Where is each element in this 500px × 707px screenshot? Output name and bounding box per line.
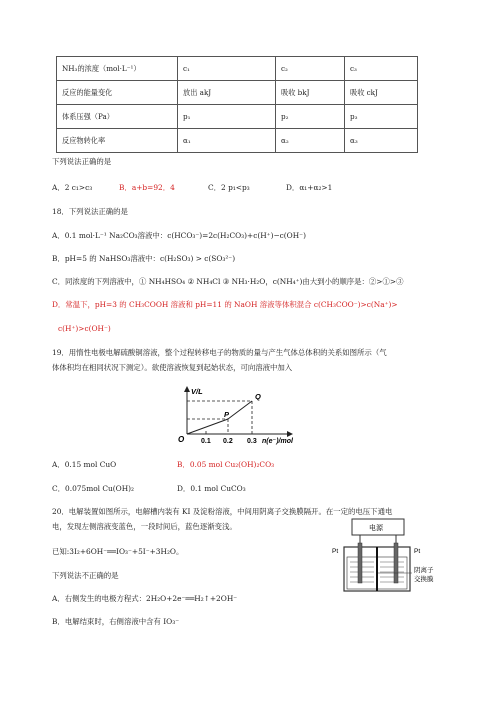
point-q-label: Q (255, 392, 261, 401)
table-cell: 放出 akJ (178, 81, 276, 105)
q19-stem: 19．用惰性电极电解硫酸铜溶液，整个过程转移电子的物质的量与产生气体总体积的关系如图所示（气 (52, 348, 387, 357)
q19-option-b: B．0.05 mol Cu₂(OH)₂CO₃ (177, 460, 275, 469)
segment-pq (228, 401, 252, 419)
q19-options-row1 (52, 460, 352, 472)
q20-option-a: A．右侧发生的电极方程式：2H₂O+2e⁻══H₂↑+2OH⁻ (52, 594, 238, 603)
electrode-right-label: Pt (414, 548, 421, 555)
data-table (56, 56, 418, 153)
q19-stem-cont: 体体积均在相同状况下测定）。欲使溶液恢复到起始状态，可向溶液中加入 (52, 363, 293, 372)
membrane-label-2: 交换膜 (414, 576, 434, 583)
q18-option-c: C．同浓度的下列溶液中，① NH₄HSO₄ ② NH₄Cl ③ NH₃·H₂O，c(NH₄⁺)由大到小的顺序是：②>①>③ (52, 277, 404, 286)
point-p-label: P (224, 410, 230, 419)
table-cell: p₂ (276, 105, 345, 129)
table-row (57, 81, 418, 105)
tick-label: 0.2 (223, 438, 233, 445)
table-cell: p₁ (178, 105, 276, 129)
y-axis-label: V/L (191, 387, 203, 396)
table-row (57, 57, 418, 81)
table-cell: 反应物转化率 (57, 129, 178, 153)
q20-stem-cont: 电，发现左侧溶液变蓝色，一段时间后，蓝色逐渐变浅。 (52, 522, 237, 531)
electrode-left (358, 543, 362, 583)
table-cell: p₃ (345, 105, 418, 129)
q18-option-d: D．常温下，pH=3 的 CH₃COOH 溶液和 pH=11 的 NaOH 溶液等体积混合 c(CH₃COO⁻)>c(Na⁺)> (52, 300, 398, 309)
q20-stem: 20．电解装置如图所示，电解槽内装有 KI 及淀粉溶液，中间用阴离子交换膜隔开。在一定的电压下通电 (52, 507, 393, 516)
table-row (57, 105, 418, 129)
q17-stem: 下列说法正确的是 (52, 157, 112, 166)
table-row (57, 129, 418, 153)
segment-op (187, 419, 228, 434)
table-cell: 体系压强（Pa） (57, 105, 178, 129)
table-cell: c₁ (178, 57, 276, 81)
tick-label: 0.3 (247, 438, 257, 445)
table-cell: c₂ (276, 57, 345, 81)
q20-question: 下列说法不正确的是 (52, 571, 119, 580)
q17-option-b: B．a+b=92．4 (119, 183, 175, 192)
power-label: 电源 (369, 525, 383, 532)
wire (360, 535, 396, 545)
q17-options (52, 183, 472, 195)
table-cell: 吸收 bkJ (276, 81, 345, 105)
q19-option-a: A．0.15 mol CuO (52, 460, 117, 469)
origin-label: O (178, 435, 185, 444)
tick-label: 0.1 (201, 438, 211, 445)
table-cell: 吸收 ckJ (345, 81, 418, 105)
table-cell: NH₃的浓度（mol·L⁻¹） (57, 57, 178, 81)
membrane-label-1: 阴离子 (414, 567, 434, 574)
table-cell: c₃ (345, 57, 418, 81)
x-axis-label: n(e⁻)/mol (262, 438, 293, 445)
electrolysis-diagram (330, 517, 450, 601)
table-cell: α₂ (276, 129, 345, 153)
q20-known: 已知:3I₂+6OH⁻══IO₃⁻+5I⁻+3H₂O。 (52, 547, 184, 556)
q19-option-c: C．0.075mol Cu(OH)₂ (52, 484, 135, 493)
q20-option-b: B．电解结束时，右侧溶液中含有 IO₃⁻ (52, 617, 180, 626)
q17-option-c: C．2 p₁<p₃ (208, 183, 250, 192)
table-cell: 反应的能量变化 (57, 81, 178, 105)
q17-option-a: A．2 c₁>c₃ (52, 183, 93, 192)
table-cell: α₁ (178, 129, 276, 153)
q18-option-b: B．pH=5 的 NaHSO₃溶液中：c(H₂SO₃) > c(SO₃²⁻) (52, 254, 236, 263)
q18-option-a: A．0.1 mol·L⁻¹ Na₂CO₃溶液中：c(HCO₃⁻)=2c(H₂CO₃)+c(H⁺)−c(OH⁻) (52, 231, 306, 240)
q19-graph (172, 382, 332, 447)
q18-stem: 18．下列说法正确的是 (52, 207, 128, 216)
q18-option-d-cont: c(H⁺)>c(OH⁻) (58, 324, 111, 333)
electrode-right (394, 543, 398, 583)
q19-options-row2 (52, 484, 352, 496)
q19-option-d: D．0.1 mol CuCO₃ (177, 484, 246, 493)
q17-option-d: D．α₁+α₂>1 (286, 183, 333, 192)
table-cell: α₃ (345, 129, 418, 153)
electrode-left-label: Pt (332, 548, 339, 555)
